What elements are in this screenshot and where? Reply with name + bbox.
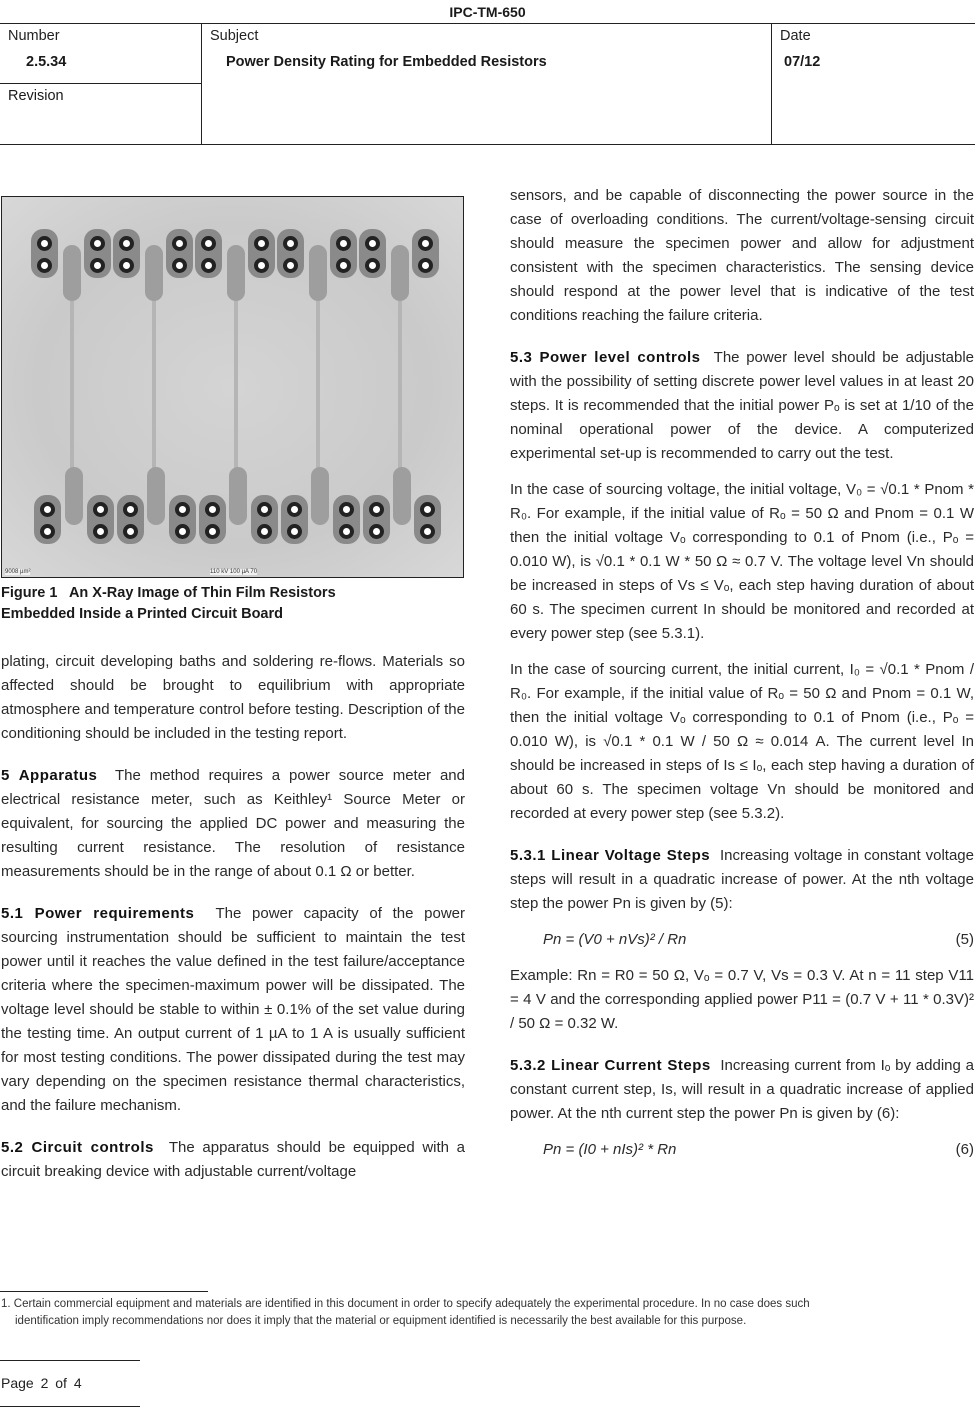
section-text: Increasing current from Iₒ by adding a constant current step, Is, will result in a quadratic increase of applied power. At the nth current step the power Pn is given by (6):	[510, 1057, 974, 1122]
date-label: Date	[780, 28, 811, 44]
solder-pad	[195, 229, 222, 278]
sourcing-current-paragraph: In the case of sourcing current, the initial current, I₀ = √0.1 * Pnom / R₀. For example, if the initial value of Rₒ = 50 Ω and Pnom = 0.1 W, then the initial voltage Vₒ corresponding to 0.1 of Pnom (i.e., Pₒ = 0.010 W), is √0.1 * 0.1 W / 50 Ω ≈ 0.014 A. The current level In should be increased in steps of Is ≤ Iₒ, each step having a duration of about 60 s. The specimen voltage Vn should be monitored and recorded at every power step (see 5.3.2).	[510, 661, 974, 822]
solder-pad	[84, 229, 111, 278]
section-5-3-power-level-controls	[510, 346, 974, 466]
solder-pad	[117, 495, 144, 544]
via-hole	[205, 502, 220, 517]
image-scale-label: 9008 µm²	[5, 569, 31, 575]
section-5-3-2-linear-current-steps	[510, 1054, 974, 1126]
date-cell	[772, 24, 975, 144]
example-paragraph: Example: Rn = R0 = 50 Ω, Vₒ = 0.7 V, Vs = 0.3 V. At n = 11 step V11 = 4 V and the corresponding applied power P11 = (0.7 V + 11 * 0.3V)² / 50 Ω = 0.32 W.	[510, 967, 974, 1032]
resistor-terminal-bottom	[229, 467, 247, 525]
subject-label: Subject	[210, 28, 259, 44]
via-hole	[283, 236, 298, 251]
via-hole	[37, 236, 52, 251]
footnote-rule	[0, 1291, 208, 1292]
section-heading: 5.2 Circuit controls	[1, 1139, 154, 1156]
caption-line-2: Embedded Inside a Printed Circuit Board	[1, 606, 283, 622]
section-5-2-circuit-controls	[1, 1136, 465, 1184]
via-hole	[201, 236, 216, 251]
section-heading: 5 Apparatus	[1, 767, 98, 784]
via-hole	[418, 258, 433, 273]
section-text: The method requires a power source meter and electrical resistance meter, such as Keithley¹ Source Meter or equivalent, for sourcing the applied DC power and measuring the resulting current resistance. The resolution of resistance measurements should be in the range of about 0.1 Ω or better.	[1, 767, 465, 880]
via-hole	[420, 502, 435, 517]
section-heading: 5.3.2 Linear Current Steps	[510, 1057, 711, 1074]
section-heading: 5.3 Power level controls	[510, 349, 701, 366]
section-text: The apparatus should be equipped with a circuit breaking device with adjustable current/voltage	[1, 1139, 465, 1180]
via-hole	[172, 236, 187, 251]
via-hole	[205, 524, 220, 539]
section-heading: 5.1 Power requirements	[1, 905, 195, 922]
via-hole	[201, 258, 216, 273]
standard-title: IPC-TM-650	[0, 0, 975, 24]
resistor-terminal-bottom	[393, 467, 411, 525]
solder-pad	[277, 229, 304, 278]
via-hole	[119, 258, 134, 273]
via-hole	[339, 502, 354, 517]
footnote	[1, 1296, 961, 1330]
resistor-terminal-bottom	[311, 467, 329, 525]
via-hole	[365, 236, 380, 251]
resistor-terminal-top	[63, 245, 81, 301]
solder-pad	[34, 495, 61, 544]
via-hole	[257, 524, 272, 539]
divider	[0, 83, 202, 84]
caption-line-1: Figure 1 An X-Ray Image of Thin Film Resistors	[1, 585, 336, 601]
resistor-terminal-bottom	[65, 467, 83, 525]
number-value: 2.5.34	[26, 54, 67, 70]
figure-caption	[1, 583, 471, 625]
solder-pad	[281, 495, 308, 544]
revision-label: Revision	[8, 88, 64, 104]
via-hole	[123, 502, 138, 517]
footnote-line-2: identification imply recommendations nor does it imply that the material or equipment identified is necessarily the best available for this purpose.	[15, 1315, 747, 1327]
subject-cell	[202, 24, 772, 144]
via-hole	[175, 502, 190, 517]
via-hole	[254, 258, 269, 273]
via-hole	[37, 258, 52, 273]
via-hole	[336, 258, 351, 273]
resistor-terminal-top	[145, 245, 163, 301]
section-heading: 5.3.1 Linear Voltage Steps	[510, 847, 711, 864]
solder-pad	[359, 229, 386, 278]
number-label: Number	[8, 28, 60, 44]
equation-5	[510, 928, 974, 952]
date-value: 07/12	[784, 54, 821, 70]
via-hole	[40, 524, 55, 539]
via-hole	[119, 236, 134, 251]
resistor-terminal-top	[227, 245, 245, 301]
via-hole	[90, 236, 105, 251]
document-header	[0, 0, 975, 145]
image-settings-label: 110 kV 100 µA 70	[210, 569, 258, 575]
section-text: The power level should be adjustable with the possibility of setting discrete power level values in at least 20 steps. It is recommended that the initial power Pₒ is set at 1/10 of the nominal operational power of the device. A computerized experimental set-up is recommended to carry out the test.	[510, 349, 974, 462]
solder-pad	[113, 229, 140, 278]
equation-body: Pn = (V0 + nVs)² / Rn	[543, 931, 687, 948]
equation-body: Pn = (I0 + nIs)² * Rn	[543, 1141, 677, 1158]
page-number: Page 2 of 4	[1, 1375, 82, 1391]
resistor-terminal-top	[309, 245, 327, 301]
via-hole	[369, 524, 384, 539]
resistor-trace	[70, 301, 74, 471]
resistor-terminal-bottom	[147, 467, 165, 525]
section-text: Increasing voltage in constant voltage steps will result in a quadratic increase of power. At the nth voltage step the power Pn is given by (5):	[510, 847, 974, 912]
solder-pad	[199, 495, 226, 544]
solder-pad	[248, 229, 275, 278]
sourcing-voltage-paragraph: In the case of sourcing voltage, the initial voltage, V₀ = √0.1 * Pnom * R₀. For example, if the initial value of Rₒ = 50 Ω and Pnom = 0.1 W then the initial voltage Vₒ corresponding to 0.1 of Pnom (i.e., Pₒ = 0.010 W), is √0.1 * 0.1 W * 50 Ω ≈ 0.7 V. The voltage level Vn should be increased in steps of Vs ≤ Vₒ, each step having duration of about 60 s. The specimen current In should be monitored and recorded at every power step (see 5.3.1).	[510, 481, 974, 642]
section-5-apparatus	[1, 764, 465, 884]
circuit-controls-continued: sensors, and be capable of disconnecting the power source in the case of overloading conditions. The current/voltage-sensing circuit should measure the specimen power and allow for adjustment consistent with the specimen characteristics. The sensing device should respond at the power level that is indicative of the test conditions reaching the failure criteria.	[510, 187, 974, 324]
solder-pad	[330, 229, 357, 278]
via-hole	[283, 258, 298, 273]
solder-pad	[169, 495, 196, 544]
equation-number: (5)	[955, 931, 974, 948]
via-hole	[93, 524, 108, 539]
via-hole	[257, 502, 272, 517]
equation-6	[510, 1138, 974, 1162]
page-rule-bottom	[0, 1406, 140, 1407]
via-hole	[90, 258, 105, 273]
via-hole	[172, 258, 187, 273]
via-hole	[287, 502, 302, 517]
solder-pad	[251, 495, 278, 544]
solder-pad	[363, 495, 390, 544]
section-5-1-power-requirements	[1, 902, 465, 1118]
resistor-terminal-top	[391, 245, 409, 301]
number-cell	[0, 24, 202, 144]
solder-pad	[414, 495, 441, 544]
via-hole	[365, 258, 380, 273]
via-hole	[123, 524, 138, 539]
via-hole	[369, 502, 384, 517]
xray-figure-image	[1, 196, 464, 578]
equation-number: (6)	[955, 1141, 974, 1158]
resistor-trace	[234, 301, 238, 471]
section-5-3-1-linear-voltage-steps	[510, 844, 974, 916]
solder-pad	[31, 229, 58, 278]
section-text: The power capacity of the power sourcing instrumentation should be sufficient to maintain the test power until it reaches the value defined in the test failure/acceptance criteria where the specimen-maximum power will be dissipated. The voltage level should be stable to within ± 0.1% of the set value during the testing time. An output current of 1 µA to 1 A is usually sufficient for most testing conditions. The power dissipated during the test may vary depending on the specimen resistance thermal characteristics, and the failure mechanism.	[1, 905, 465, 1114]
resistor-trace	[152, 301, 156, 471]
via-hole	[40, 502, 55, 517]
subject-value: Power Density Rating for Embedded Resistors	[226, 54, 547, 70]
via-hole	[254, 236, 269, 251]
solder-pad	[333, 495, 360, 544]
resistor-trace	[316, 301, 320, 471]
via-hole	[339, 524, 354, 539]
via-hole	[175, 524, 190, 539]
via-hole	[420, 524, 435, 539]
footnote-line-1: 1. Certain commercial equipment and materials are identified in this document in order to specify adequately the experimental procedure. In no case does such	[1, 1298, 810, 1310]
solder-pad	[87, 495, 114, 544]
via-hole	[287, 524, 302, 539]
solder-pad	[412, 229, 439, 278]
conditioning-paragraph: plating, circuit developing baths and soldering re-flows. Materials so affected should be brought to equilibrium with appropriate atmosphere and temperature control before testing. Description of the conditioning should be included in the testing report.	[1, 653, 465, 742]
via-hole	[418, 236, 433, 251]
resistor-trace	[398, 301, 402, 471]
left-text-column	[1, 650, 465, 1202]
via-hole	[336, 236, 351, 251]
right-text-column	[510, 184, 974, 1174]
page-rule-top	[0, 1360, 140, 1361]
solder-pad	[166, 229, 193, 278]
via-hole	[93, 502, 108, 517]
